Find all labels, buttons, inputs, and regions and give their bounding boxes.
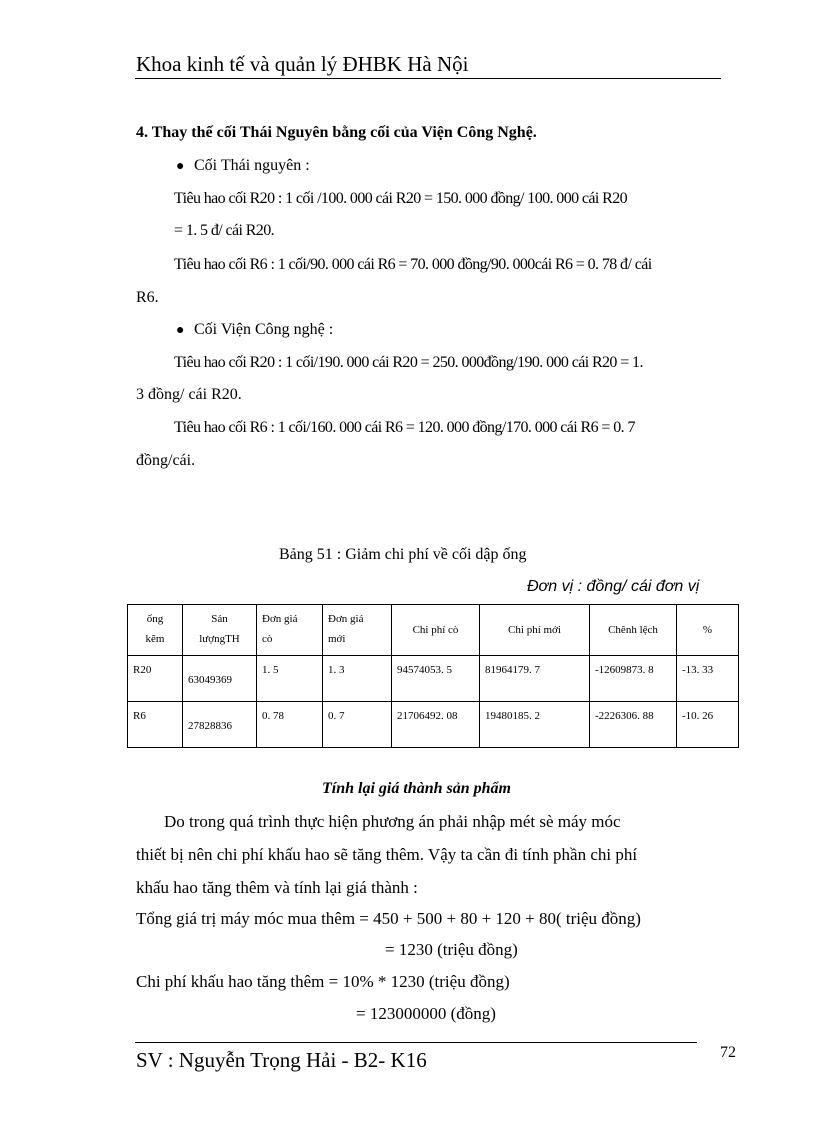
table-cell: 0. 78: [257, 702, 323, 748]
bullet-text: Cối Thái nguyên :: [194, 157, 310, 174]
recalc-heading: Tính lại giá thành sản phẩm: [322, 780, 511, 797]
table-unit: Đơn vị : đồng/ cái đơn vị: [527, 578, 700, 595]
header-cell: %: [677, 605, 739, 656]
formula-line: Chi phí khấu hao tăng thêm = 10% * 1230 (triệu đồng): [136, 972, 510, 991]
header-cell: Sản lượngTH: [183, 605, 257, 656]
section-heading: 4. Thay thế cối Thái Nguyên bằng cối của Viện Công Nghệ.: [136, 124, 537, 141]
table-cell: 19480185. 2: [480, 702, 590, 748]
table-cell: 1. 3: [323, 656, 392, 702]
table-cell: 81964179. 7: [480, 656, 590, 702]
cost-table: [127, 604, 739, 748]
header-cell: Chi phí cò: [392, 605, 480, 656]
header-cell: Chi phí mới: [480, 605, 590, 656]
text-line: đồng/cái.: [136, 452, 196, 469]
table-cell: 63049369: [183, 656, 257, 702]
table-cell: 1. 5: [257, 656, 323, 702]
header-cell: Đơn giá mới: [323, 605, 392, 656]
table-cell: -10. 26: [677, 702, 739, 748]
formula-line: = 123000000 (đồng): [356, 1004, 496, 1023]
table-cell: R20: [128, 656, 183, 702]
header-rule: [135, 78, 721, 79]
table-cell: 27828836: [183, 702, 257, 748]
page-number: 72: [720, 1044, 736, 1061]
table-row: [128, 702, 739, 748]
paragraph-line: khấu hao tăng thêm và tính lại giá thành :: [136, 878, 418, 897]
text-line: = 1. 5 đ/ cái R20.: [174, 222, 274, 239]
formula-line: Tổng giá trị máy móc mua thêm = 450 + 500 + 80 + 120 + 80( triệu đồng): [136, 909, 641, 928]
table-cell: -2226306. 88: [590, 702, 677, 748]
table-header-row: [128, 605, 739, 656]
table-cell: 94574053. 5: [392, 656, 480, 702]
table-cell: -12609873. 8: [590, 656, 677, 702]
table-cell: -13. 33: [677, 656, 739, 702]
text-line: R6.: [136, 289, 159, 306]
text-line: Tiêu hao cối R20 : 1 cối/190. 000 cái R20 = 250. 000đồng/190. 000 cái R20 = 1.: [174, 354, 643, 371]
bullet-vien-cong-nghe: [176, 321, 333, 339]
table-caption: Bảng 51 : Giảm chi phí về cối dập ống: [279, 546, 527, 563]
header-cell: ống kẽm: [128, 605, 183, 656]
table-cell: 0. 7: [323, 702, 392, 748]
paragraph-line: Do trong quá trình thực hiện phương án phải nhập mét sè máy móc: [164, 812, 621, 831]
page-footer: SV : Nguyễn Trọng Hải - B2- K16: [136, 1048, 427, 1072]
bullet-thai-nguyen: [176, 157, 310, 175]
text-line: Tiêu hao cối R6 : 1 cối/160. 000 cái R6 = 120. 000 đồng/170. 000 cái R6 = 0. 7: [174, 419, 635, 436]
paragraph-line: thiết bị nên chi phí khấu hao sẽ tăng thêm. Vậy ta cần đi tính phần chi phí: [136, 845, 638, 864]
bullet-icon: ●: [176, 323, 185, 338]
bullet-text: Cối Viện Công nghệ :: [194, 321, 334, 338]
table-cell: 21706492. 08: [392, 702, 480, 748]
header-cell: Chênh lệch: [590, 605, 677, 656]
header-cell: Đơn giá cò: [257, 605, 323, 656]
bullet-icon: ●: [176, 159, 185, 174]
formula-line: = 1230 (triệu đồng): [385, 940, 518, 959]
footer-rule: [135, 1042, 697, 1043]
table-cell: R6: [128, 702, 183, 748]
text-line: Tiêu hao cối R20 : 1 cối /100. 000 cái R20 = 150. 000 đồng/ 100. 000 cái R20: [174, 190, 628, 207]
text-line: 3 đồng/ cái R20.: [136, 386, 242, 403]
table-row: [128, 656, 739, 702]
page-header: Khoa kinh tế và quản lý ĐHBK Hà Nội: [136, 52, 469, 76]
text-line: Tiêu hao cối R6 : 1 cối/90. 000 cái R6 = 70. 000 đồng/90. 000cái R6 = 0. 78 đ/ cái: [174, 256, 652, 273]
